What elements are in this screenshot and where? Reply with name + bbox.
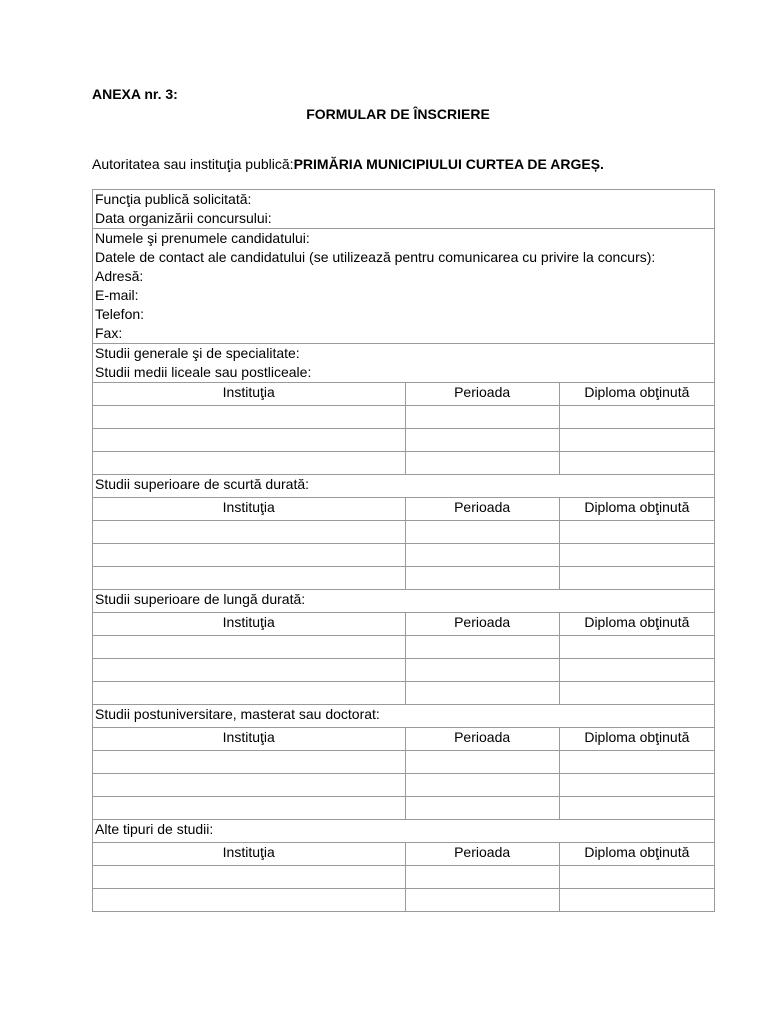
diploma-cell[interactable]	[559, 406, 714, 429]
email-label: E-mail:	[95, 287, 139, 303]
institution-cell[interactable]	[93, 797, 406, 820]
diploma-cell[interactable]	[559, 751, 714, 774]
section-other-studies: Alte tipuri de studii:	[93, 820, 715, 843]
diploma-cell[interactable]	[559, 866, 714, 889]
period-cell[interactable]	[405, 751, 559, 774]
institution-cell[interactable]	[93, 636, 406, 659]
contact-details-label: Datele de contact ale candidatului (se utilizează pentru comunicarea cu privire la concurs):	[95, 249, 656, 265]
candidate-name-label: Numele şi prenumele candidatului:	[95, 230, 310, 246]
diploma-cell[interactable]	[559, 774, 714, 797]
table-row	[93, 774, 715, 797]
period-cell[interactable]	[405, 682, 559, 705]
candidate-block[interactable]	[93, 229, 715, 344]
column-header-institution: Instituţia	[93, 843, 406, 866]
column-header-institution: Instituţia	[93, 498, 406, 521]
fax-label: Fax:	[95, 325, 123, 341]
period-cell[interactable]	[405, 889, 559, 912]
table-header-row	[93, 843, 715, 866]
general-studies-label: Studii generale şi de specialitate:	[95, 345, 300, 361]
column-header-diploma: Diploma obţinută	[559, 728, 714, 751]
period-cell[interactable]	[405, 429, 559, 452]
position-block[interactable]	[93, 190, 715, 229]
table-row	[93, 567, 715, 590]
table-row	[93, 797, 715, 820]
column-header-institution: Instituţia	[93, 613, 406, 636]
period-cell[interactable]	[405, 659, 559, 682]
table-row	[93, 544, 715, 567]
authority-value: PRIMĂRIA MUNICIPIULUI CURTEA DE ARGEȘ.	[293, 156, 604, 172]
institution-cell[interactable]	[93, 682, 406, 705]
table-row	[93, 866, 715, 889]
column-header-period: Perioada	[405, 613, 559, 636]
institution-cell[interactable]	[93, 659, 406, 682]
annex-number: ANEXA nr. 3:	[92, 86, 178, 102]
table-header-row	[93, 498, 715, 521]
column-header-period: Perioada	[405, 498, 559, 521]
period-cell[interactable]	[405, 521, 559, 544]
registration-form-table	[92, 189, 715, 912]
authority-label: Autoritatea sau instituţia publică:	[92, 156, 294, 172]
section-row	[93, 820, 715, 843]
institution-cell[interactable]	[93, 889, 406, 912]
period-cell[interactable]	[405, 567, 559, 590]
period-cell[interactable]	[405, 866, 559, 889]
table-row	[93, 659, 715, 682]
studies-intro	[93, 344, 715, 383]
institution-cell[interactable]	[93, 521, 406, 544]
column-header-period: Perioada	[405, 728, 559, 751]
column-header-diploma: Diploma obţinută	[559, 383, 714, 406]
table-row	[93, 636, 715, 659]
column-header-diploma: Diploma obţinută	[559, 498, 714, 521]
table-row	[93, 521, 715, 544]
institution-cell[interactable]	[93, 567, 406, 590]
institution-cell[interactable]	[93, 452, 406, 475]
period-cell[interactable]	[405, 406, 559, 429]
diploma-cell[interactable]	[559, 797, 714, 820]
section-long-higher-education: Studii superioare de lungă durată:	[93, 590, 715, 613]
diploma-cell[interactable]	[559, 429, 714, 452]
diploma-cell[interactable]	[559, 889, 714, 912]
studies-intro-row	[93, 344, 715, 383]
table-row	[93, 406, 715, 429]
diploma-cell[interactable]	[559, 544, 714, 567]
period-cell[interactable]	[405, 544, 559, 567]
phone-label: Telefon:	[95, 306, 145, 322]
column-header-diploma: Diploma obţinută	[559, 613, 714, 636]
position-block-row	[93, 190, 715, 229]
diploma-cell[interactable]	[559, 636, 714, 659]
institution-cell[interactable]	[93, 429, 406, 452]
table-header-row	[93, 383, 715, 406]
diploma-cell[interactable]	[559, 521, 714, 544]
table-row	[93, 889, 715, 912]
period-cell[interactable]	[405, 774, 559, 797]
section-row	[93, 475, 715, 498]
section-row	[93, 705, 715, 728]
diploma-cell[interactable]	[559, 567, 714, 590]
table-row	[93, 452, 715, 475]
period-cell[interactable]	[405, 636, 559, 659]
column-header-institution: Instituţia	[93, 728, 406, 751]
section-row	[93, 590, 715, 613]
authority-line	[92, 156, 604, 172]
section-postgraduate-studies: Studii postuniversitare, masterat sau doctorat:	[93, 705, 715, 728]
form-title: FORMULAR DE ÎNSCRIERE	[306, 106, 490, 122]
secondary-studies-label: Studii medii liceale sau postliceale:	[95, 364, 312, 380]
institution-cell[interactable]	[93, 544, 406, 567]
diploma-cell[interactable]	[559, 682, 714, 705]
diploma-cell[interactable]	[559, 659, 714, 682]
address-label: Adresă:	[95, 268, 144, 284]
column-header-period: Perioada	[405, 843, 559, 866]
contest-date-label: Data organizării concursului:	[95, 210, 272, 226]
table-row	[93, 751, 715, 774]
period-cell[interactable]	[405, 797, 559, 820]
table-header-row	[93, 728, 715, 751]
candidate-block-row	[93, 229, 715, 344]
column-header-institution: Instituţia	[93, 383, 406, 406]
institution-cell[interactable]	[93, 751, 406, 774]
period-cell[interactable]	[405, 452, 559, 475]
institution-cell[interactable]	[93, 774, 406, 797]
table-row	[93, 682, 715, 705]
column-header-period: Perioada	[405, 383, 559, 406]
section-short-higher-education: Studii superioare de scurtă durată:	[93, 475, 715, 498]
table-row	[93, 429, 715, 452]
diploma-cell[interactable]	[559, 452, 714, 475]
table-header-row	[93, 613, 715, 636]
institution-cell[interactable]	[93, 866, 406, 889]
position-field-label: Funcţia publică solicitată:	[95, 191, 252, 207]
column-header-diploma: Diploma obţinută	[559, 843, 714, 866]
institution-cell[interactable]	[93, 406, 406, 429]
